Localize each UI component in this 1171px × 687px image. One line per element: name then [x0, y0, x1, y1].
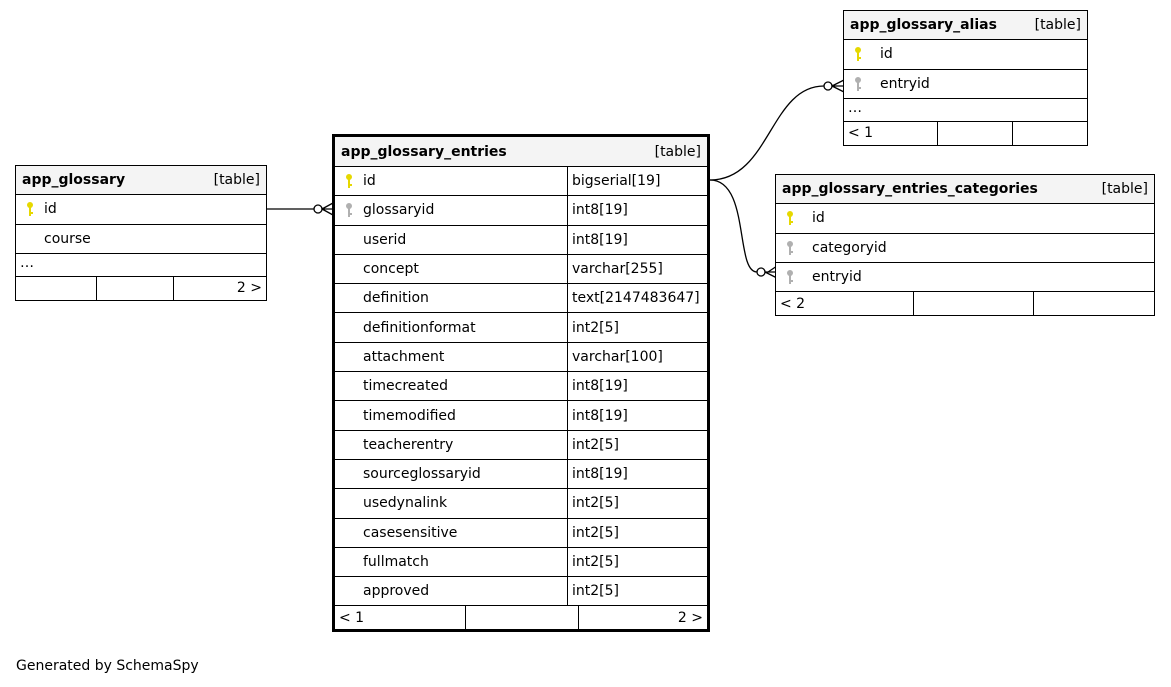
column-name: teacherentry	[363, 436, 454, 453]
table-kind: [table]	[213, 172, 260, 189]
column-name: fullmatch	[363, 554, 429, 570]
table-footer	[16, 277, 266, 300]
primary-key-icon	[335, 173, 363, 189]
table-app-glossary[interactable]	[15, 165, 267, 301]
foreign-key-icon	[776, 269, 804, 285]
table-app-glossary-entries[interactable]	[332, 134, 710, 632]
column-row[interactable]	[335, 196, 707, 225]
footer-parents[interactable]: < 2	[780, 295, 806, 312]
footer-rows	[96, 277, 173, 300]
column-row[interactable]	[776, 204, 1154, 233]
column-name: id	[363, 173, 376, 190]
primary-key-icon	[16, 201, 44, 217]
column-name: timecreated	[363, 378, 448, 395]
table-app-glossary-alias[interactable]	[843, 10, 1088, 146]
link-optional-marker	[757, 268, 765, 276]
footer-rows	[937, 122, 1012, 145]
generated-by-label: Generated by SchemaSpy	[16, 658, 199, 674]
column-row[interactable]	[335, 489, 707, 518]
table-app-glossary-entries-categories[interactable]	[775, 174, 1155, 316]
footer-children[interactable]: 2 >	[578, 606, 707, 629]
table-footer	[335, 606, 707, 629]
link-optional-marker	[314, 205, 322, 213]
column-type: int2[5]	[567, 548, 707, 576]
column-type: int2[5]	[567, 431, 707, 459]
table-footer	[844, 122, 1087, 145]
column-name: attachment	[363, 348, 445, 365]
column-row[interactable]	[335, 313, 707, 342]
table-kind: [table]	[654, 143, 701, 160]
column-type: varchar[100]	[567, 343, 707, 371]
column-row[interactable]	[335, 343, 707, 372]
column-type: int2[5]	[567, 519, 707, 547]
table-header	[776, 175, 1154, 204]
column-name: casesensitive	[363, 524, 458, 541]
column-name: definition	[363, 290, 429, 307]
more-columns: …	[844, 99, 1087, 122]
column-row[interactable]	[335, 519, 707, 548]
column-row[interactable]	[16, 225, 266, 254]
table-kind: [table]	[1101, 181, 1148, 198]
column-row[interactable]	[335, 431, 707, 460]
column-row[interactable]	[335, 460, 707, 489]
column-row[interactable]	[16, 195, 266, 224]
column-name: entryid	[880, 75, 930, 92]
primary-key-icon	[844, 46, 872, 62]
column-row[interactable]	[844, 40, 1087, 69]
link-entries-categories	[710, 180, 757, 272]
footer-parents[interactable]	[16, 277, 96, 300]
column-name: approved	[363, 583, 430, 600]
column-name: userid	[363, 231, 407, 248]
more-columns: …	[16, 254, 266, 277]
column-type: int8[19]	[567, 226, 707, 254]
column-name: id	[44, 201, 57, 218]
column-name: usedynalink	[363, 495, 448, 512]
footer-children[interactable]: 2 >	[173, 277, 266, 300]
column-row[interactable]	[335, 577, 707, 606]
table-footer	[776, 292, 1154, 315]
column-row[interactable]	[335, 255, 707, 284]
link-optional-marker	[824, 82, 832, 90]
foreign-key-icon	[844, 76, 872, 92]
column-type: int8[19]	[567, 372, 707, 400]
foreign-key-icon	[335, 202, 363, 218]
column-row[interactable]	[335, 401, 707, 430]
table-header	[844, 11, 1087, 40]
column-name: categoryid	[812, 239, 887, 256]
column-row[interactable]	[335, 226, 707, 255]
primary-key-icon	[776, 210, 804, 226]
column-name: sourceglossaryid	[363, 466, 481, 483]
column-row[interactable]	[335, 372, 707, 401]
table-name: app_glossary_entries_categories	[782, 181, 1038, 198]
table-header	[335, 137, 707, 167]
column-type: varchar[255]	[567, 255, 707, 283]
column-type: int8[19]	[567, 196, 707, 224]
column-type: int8[19]	[567, 460, 707, 488]
table-name: app_glossary	[22, 172, 126, 189]
column-row[interactable]	[335, 284, 707, 313]
footer-rows	[913, 292, 1033, 315]
footer-children[interactable]	[1033, 292, 1154, 315]
column-name: concept	[363, 261, 419, 278]
column-type: int8[19]	[567, 401, 707, 429]
table-name: app_glossary_alias	[850, 17, 997, 34]
footer-parents[interactable]: < 1	[848, 125, 874, 142]
column-row[interactable]	[776, 263, 1154, 292]
foreign-key-icon	[776, 240, 804, 256]
column-row[interactable]	[335, 548, 707, 577]
column-name: entryid	[812, 269, 862, 286]
table-kind: [table]	[1034, 17, 1081, 34]
column-type: int2[5]	[567, 489, 707, 517]
table-name: app_glossary_entries	[341, 143, 507, 160]
footer-parents[interactable]: < 1	[339, 609, 365, 626]
footer-children[interactable]	[1012, 122, 1087, 145]
column-name: course	[44, 230, 91, 247]
column-name: id	[812, 210, 825, 227]
column-name: timemodified	[363, 407, 456, 424]
column-type: text[2147483647]	[567, 284, 707, 312]
column-type: int2[5]	[567, 577, 707, 605]
column-name: glossaryid	[363, 202, 435, 219]
table-header	[16, 166, 266, 195]
column-row[interactable]	[776, 234, 1154, 263]
column-name: id	[880, 46, 893, 63]
column-row[interactable]	[335, 167, 707, 196]
column-type: int2[5]	[567, 313, 707, 341]
column-name: definitionformat	[363, 319, 476, 336]
column-type: bigserial[19]	[567, 167, 707, 195]
column-row[interactable]	[844, 70, 1087, 99]
footer-rows	[465, 606, 578, 629]
link-entries-alias	[710, 86, 824, 180]
